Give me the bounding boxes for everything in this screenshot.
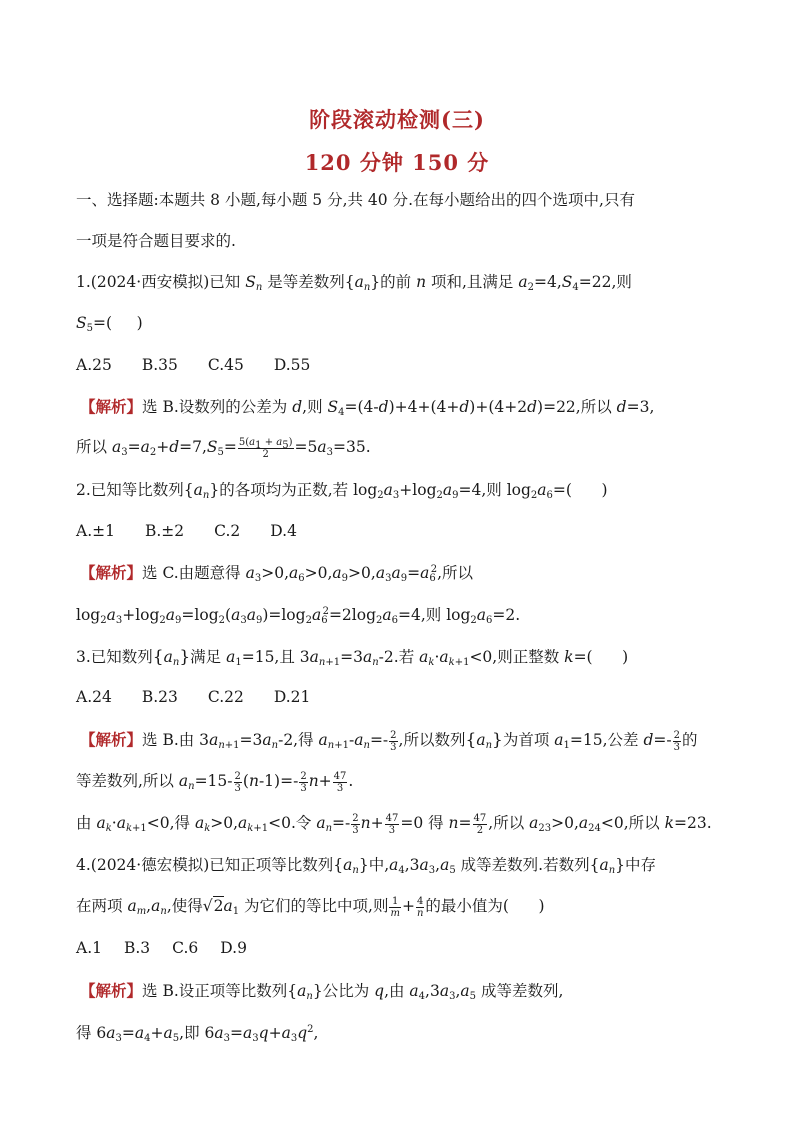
question-4-stem-line2: 在两项 $a_m,a_n$,使得$√2a_1$ 为它们的等比中项,则 $\frac{1}{m}$ + $\frac{4}{n}$ 的最小值为( ) — [76, 895, 545, 919]
question-3-analysis-line1: 【解析】选 B.由 $3a_{n+1}=3a_n-2$,得 $a_{n+1}-a_n=-$ $\frac{2}{3}$ ,所以数列$\{a_n\}$为首项 $a_1=15$,公差 d=- $\frac{2}{3}$ 的 — [80, 729, 698, 753]
q2-option-d: D.4 — [270, 522, 297, 540]
question-1-stem-line1: 1.(2024·西安模拟)已知 $S_n$ 是等差数列$\{a_n\}$的前 n 项和,且满足 $a_2=4,S_4=22$,则 — [76, 273, 632, 293]
question-1-options — [76, 354, 310, 376]
q4-option-d: D.9 — [220, 939, 247, 957]
q2-option-c: C.2 — [214, 522, 241, 540]
q3-option-c: C.22 — [207, 688, 244, 706]
section-heading-line1: 一、选择题:本题共 8 小题,每小题 5 分,共 40 分.在每小题给出的四个选项中,只有 — [76, 191, 635, 209]
question-2-options — [76, 520, 297, 542]
q4-option-c: C.6 — [172, 939, 199, 957]
question-1-stem-line2: $S_5=$( ) — [76, 314, 143, 334]
question-4-analysis-line1: 【解析】选 B.设正项等比数列$\{a_n\}$公比为 q,由 $a_4,3a_3,a_5$ 成等差数列, — [80, 981, 564, 1002]
question-2-analysis-line1: 【解析】选 C.由题意得 $a_3>0,a_6>0,a_9>0,a_3a_9=a_6^2$,所以 — [80, 563, 474, 584]
question-1-analysis-line1: 【解析】选 B.设数列的公差为 d,则 $S_4=(4-d)+4+(4+d)+(4+2d)=22$,所以 d=3, — [80, 397, 655, 418]
analysis-tag: 【解析】 — [80, 730, 143, 749]
question-3-analysis-line3: 由 $a_k\cdot a_{k+1}<0$,得 $a_k>0,a_{k+1}<0$.令 $a_n=-$ $\frac{2}{3}$ n+ $\frac{47}{3}$ =0 得 n= $\frac{47}{2}$ ,所以 $a_{23}>0,a_{24}<0$,所以 k=23. — [76, 812, 712, 836]
q4-option-b: B.3 — [123, 939, 151, 957]
q3-option-b: B.23 — [141, 688, 178, 706]
question-4-stem-line1: 4.(2024·德宏模拟)已知正项等比数列$\{a_n\}$中$,a_4,3a_3,a_5$ 成等差数列.若数列$\{a_n\}$中存 — [76, 856, 657, 876]
page-title: 阶段滚动检测(三) — [309, 107, 485, 132]
question-4-analysis-line2: 得 $6a_3=a_4+a_5$,即 $6a_3=a_3q+a_3q^2$, — [76, 1024, 319, 1044]
question-4-options — [76, 937, 247, 959]
question-3-options — [76, 686, 310, 708]
question-2-analysis-line2: $\log_2a_3+\log_2a_9=\log_2(a_3a_9)=\log_2a_6^2=2\log_2a_6=4$,则 $\log_2a_6=2$. — [76, 606, 521, 626]
q3-option-a: A.24 — [76, 688, 112, 706]
page-subtitle: 120 分钟 150 分 — [304, 150, 490, 175]
question-3-stem: 3.已知数列$\{a_n\}$满足 $a_1=15$,且 $3a_{n+1}=3a_n-2$.若 $a_k\cdot a_{k+1}<0$,则正整数 k=( ) — [76, 647, 629, 668]
q4-option-a: A.1 — [76, 939, 102, 957]
q3-option-d: D.21 — [273, 688, 311, 706]
q1-option-d: D.55 — [273, 356, 311, 374]
question-2-stem: 2.已知等比数列$\{a_n\}$的各项均为正数,若 $\log_2a_3+\log_2a_9=4$,则 $\log_2a_6=$( ) — [76, 481, 608, 501]
analysis-tag: 【解析】 — [80, 981, 143, 1000]
analysis-tag: 【解析】 — [80, 397, 143, 416]
q2-option-a: A.±1 — [76, 522, 115, 540]
section-heading-line2: 一项是符合题目要求的. — [76, 232, 236, 250]
analysis-tag: 【解析】 — [80, 563, 143, 582]
question-1-analysis-line2: 所以 $a_3=a_2+d=7,S_5=$ $\frac{5(a_1 + a_5)}{2}$ $=5a_3=35$. — [76, 436, 371, 460]
question-3-analysis-line2: 等差数列,所以 $a_n=15-$ $\frac{2}{3}$ (n-1)=- $\frac{2}{3}$ n+ $\frac{47}{3}$ . — [76, 770, 354, 794]
q1-option-c: C.45 — [207, 356, 244, 374]
q1-option-a: A.25 — [76, 356, 112, 374]
q1-option-b: B.35 — [141, 356, 178, 374]
q2-option-b: B.±2 — [144, 522, 185, 540]
